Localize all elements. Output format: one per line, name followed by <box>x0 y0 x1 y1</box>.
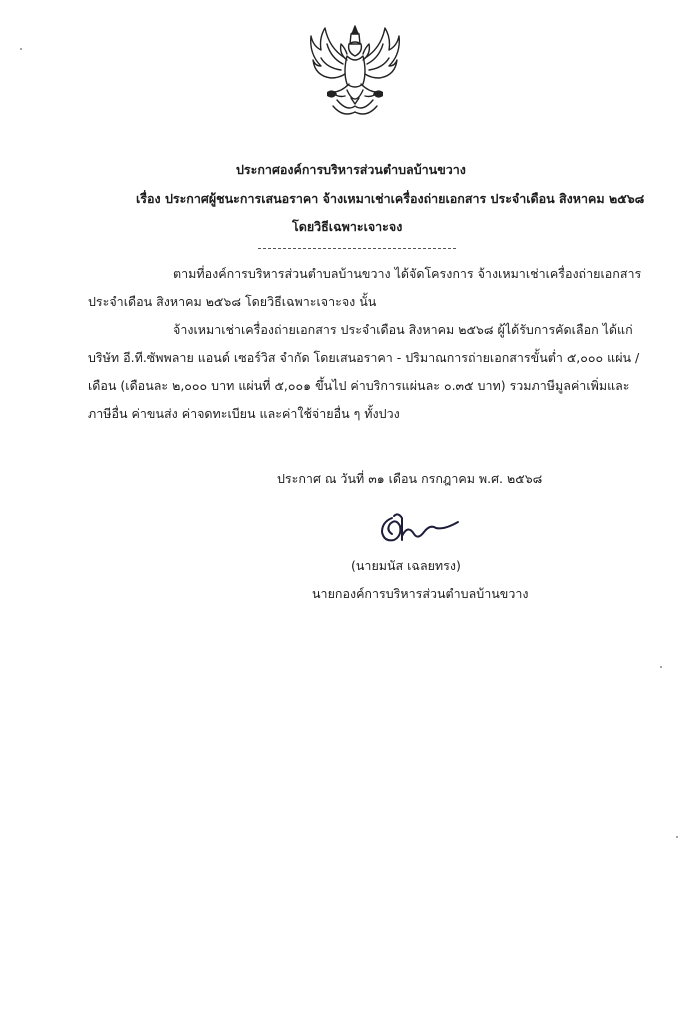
paragraph-2-line-3: เดือน (เดือนละ ๒,๐๐๐ บาท แผ่นที่ ๕,๐๐๑ ขึ้นไป ค่าบริการแผ่นละ ๐.๓๕ บาท) รวมภาษีมูลค่าเพิ่มและ <box>88 378 630 393</box>
signatory-name: (นายมนัส เฉลยทรง) <box>351 558 461 573</box>
paragraph-1-line-2: ประจำเดือน สิงหาคม ๒๕๖๘ โดยวิธีเฉพาะเจาะจง นั้น <box>88 294 377 309</box>
signatory-position: นายกองค์การบริหารส่วนตำบลบ้านขวาง <box>312 586 529 601</box>
paragraph-2-line-4: ภาษีอื่น ค่าขนส่ง ค่าจดทะเบียน และค่าใช้จ่ายอื่น ๆ ทั้งปวง <box>88 406 400 421</box>
announcement-title: ประกาศองค์การบริหารส่วนตำบลบ้านขวาง <box>236 162 466 177</box>
paragraph-2-line-2: บริษัท อี.ที.ซัพพลาย แอนด์ เซอร์วิส จำกัด โดยเสนอราคา - ปริมาณการถ่ายเอกสารขั้นต่ำ ๕,๐๐๐ แผ่น / <box>88 350 640 365</box>
paragraph-2-line-1: จ้างเหมาเช่าเครื่องถ่ายเอกสาร ประจำเดือน สิงหาคม ๒๕๖๘ ผู้ได้รับการคัดเลือก ได้แก่ <box>173 322 633 337</box>
procurement-method: โดยวิธีเฉพาะเจาะจง <box>292 219 403 234</box>
scan-speck <box>676 836 678 838</box>
announcement-date: ประกาศ ณ วันที่ ๓๑ เดือน กรกฎาคม พ.ศ. ๒๕๖๘ <box>277 471 543 486</box>
scan-speck <box>660 666 662 668</box>
header-divider <box>258 248 456 249</box>
paragraph-1-line-1: ตามที่องค์การบริหารส่วนตำบลบ้านขวาง ได้จัดโครงการ จ้างเหมาเช่าเครื่องถ่ายเอกสาร <box>173 266 642 281</box>
garuda-emblem-icon <box>307 20 403 120</box>
handwritten-signature <box>378 510 462 548</box>
announcement-subject: เรื่อง ประกาศผู้ชนะการเสนอราคา จ้างเหมาเช่าเครื่องถ่ายเอกสาร ประจำเดือน สิงหาคม ๒๕๖๘ <box>136 191 645 206</box>
scan-speck <box>20 48 22 50</box>
